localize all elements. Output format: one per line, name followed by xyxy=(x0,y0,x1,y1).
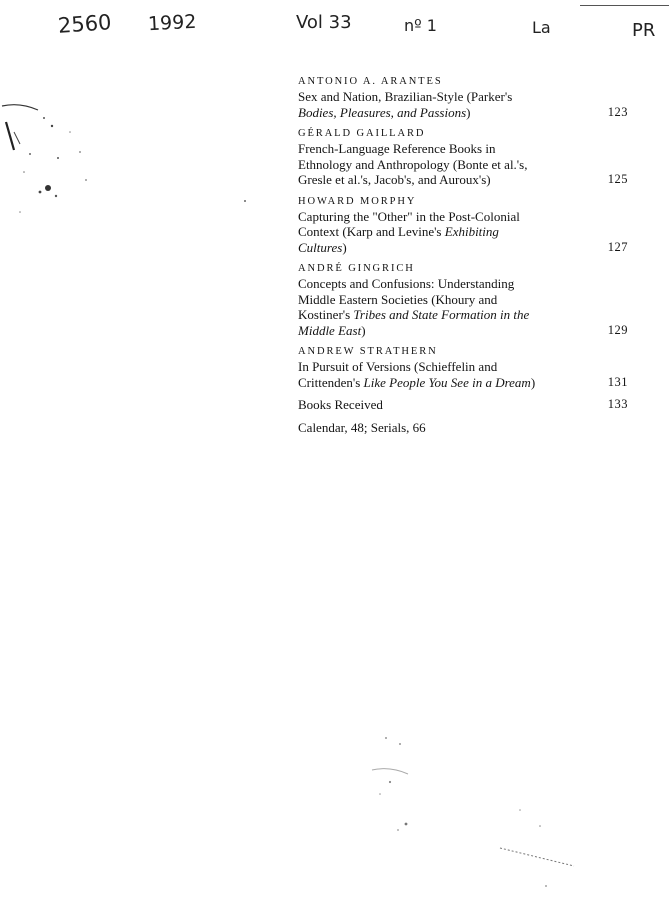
toc-author: HOWARD MORPHY xyxy=(298,195,417,207)
toc-entry-strathern xyxy=(298,345,628,390)
handwritten-note-issue: nº 1 xyxy=(404,16,437,35)
toc-author: GÉRALD GAILLARD xyxy=(298,128,426,139)
toc-page-number: 129 xyxy=(607,322,628,337)
toc-title xyxy=(298,359,580,390)
scan-speckle-bottom xyxy=(360,730,590,900)
table-of-contents xyxy=(298,75,628,442)
toc-title-line: Kostiner's Tribes and State Formation in the xyxy=(298,307,530,322)
toc-page-number: 131 xyxy=(607,374,628,389)
handwritten-note-code: PR xyxy=(632,20,656,41)
scan-speckle-left xyxy=(0,92,140,242)
toc-title-line: Context (Karp and Levine's Exhibiting xyxy=(298,224,499,239)
handwritten-note-language: La xyxy=(532,18,551,37)
toc-title-line: Concepts and Confusions: Understanding xyxy=(298,276,515,291)
handwritten-note-volume: Vol 33 xyxy=(296,12,352,33)
toc-page-number: 133 xyxy=(607,397,628,411)
toc-title-line: Gresle et al.'s, Jacob's, and Auroux's) xyxy=(298,172,491,187)
toc-entry-gaillard xyxy=(298,127,628,188)
toc-author: ANDRÉ GINGRICH xyxy=(298,263,415,274)
toc-title xyxy=(298,141,580,188)
toc-title xyxy=(298,276,580,338)
books-received-label: Books Received xyxy=(298,397,383,412)
toc-entry-arantes xyxy=(298,75,628,120)
toc-title-line: Middle East) xyxy=(298,322,366,338)
scan-edge-line xyxy=(580,5,669,6)
toc-footer-line xyxy=(298,420,628,436)
toc-title-line: Capturing the "Other" in the Post-Colonial xyxy=(298,208,520,224)
handwritten-note-catalog-number: 2560 xyxy=(57,10,113,38)
toc-title-line: Middle Eastern Societies (Khoury and xyxy=(298,291,498,307)
toc-title xyxy=(298,89,580,120)
toc-page-number: 125 xyxy=(607,172,628,186)
toc-entry-morphy xyxy=(298,195,628,256)
toc-author: ANDREW STRATHERN xyxy=(298,346,438,357)
toc-title-line: French-Language Reference Books in xyxy=(298,141,496,156)
toc-title xyxy=(298,209,580,256)
toc-entry-gingrich xyxy=(298,262,628,338)
toc-author: ANTONIO A. ARANTES xyxy=(298,76,443,87)
toc-title-line: Bodies, Pleasures, and Passions) xyxy=(298,104,471,120)
calendar-serials-line: Calendar, 48; Serials, 66 xyxy=(298,419,426,435)
toc-page-number: 127 xyxy=(607,239,628,254)
toc-title-line: Sex and Nation, Brazilian-Style (Parker's xyxy=(298,89,513,104)
toc-page-number: 123 xyxy=(607,104,628,119)
toc-title-line: Ethnology and Anthropology (Bonte et al.'s, xyxy=(298,156,528,172)
handwritten-note-year: 1992 xyxy=(147,10,197,36)
scan-speck xyxy=(240,196,250,206)
toc-title-line: Cultures) xyxy=(298,239,347,255)
toc-title-line: In Pursuit of Versions (Schieffelin and xyxy=(298,359,498,374)
toc-title-line: Crittenden's Like People You See in a Dream) xyxy=(298,374,536,390)
toc-entry-books-received xyxy=(298,397,628,413)
